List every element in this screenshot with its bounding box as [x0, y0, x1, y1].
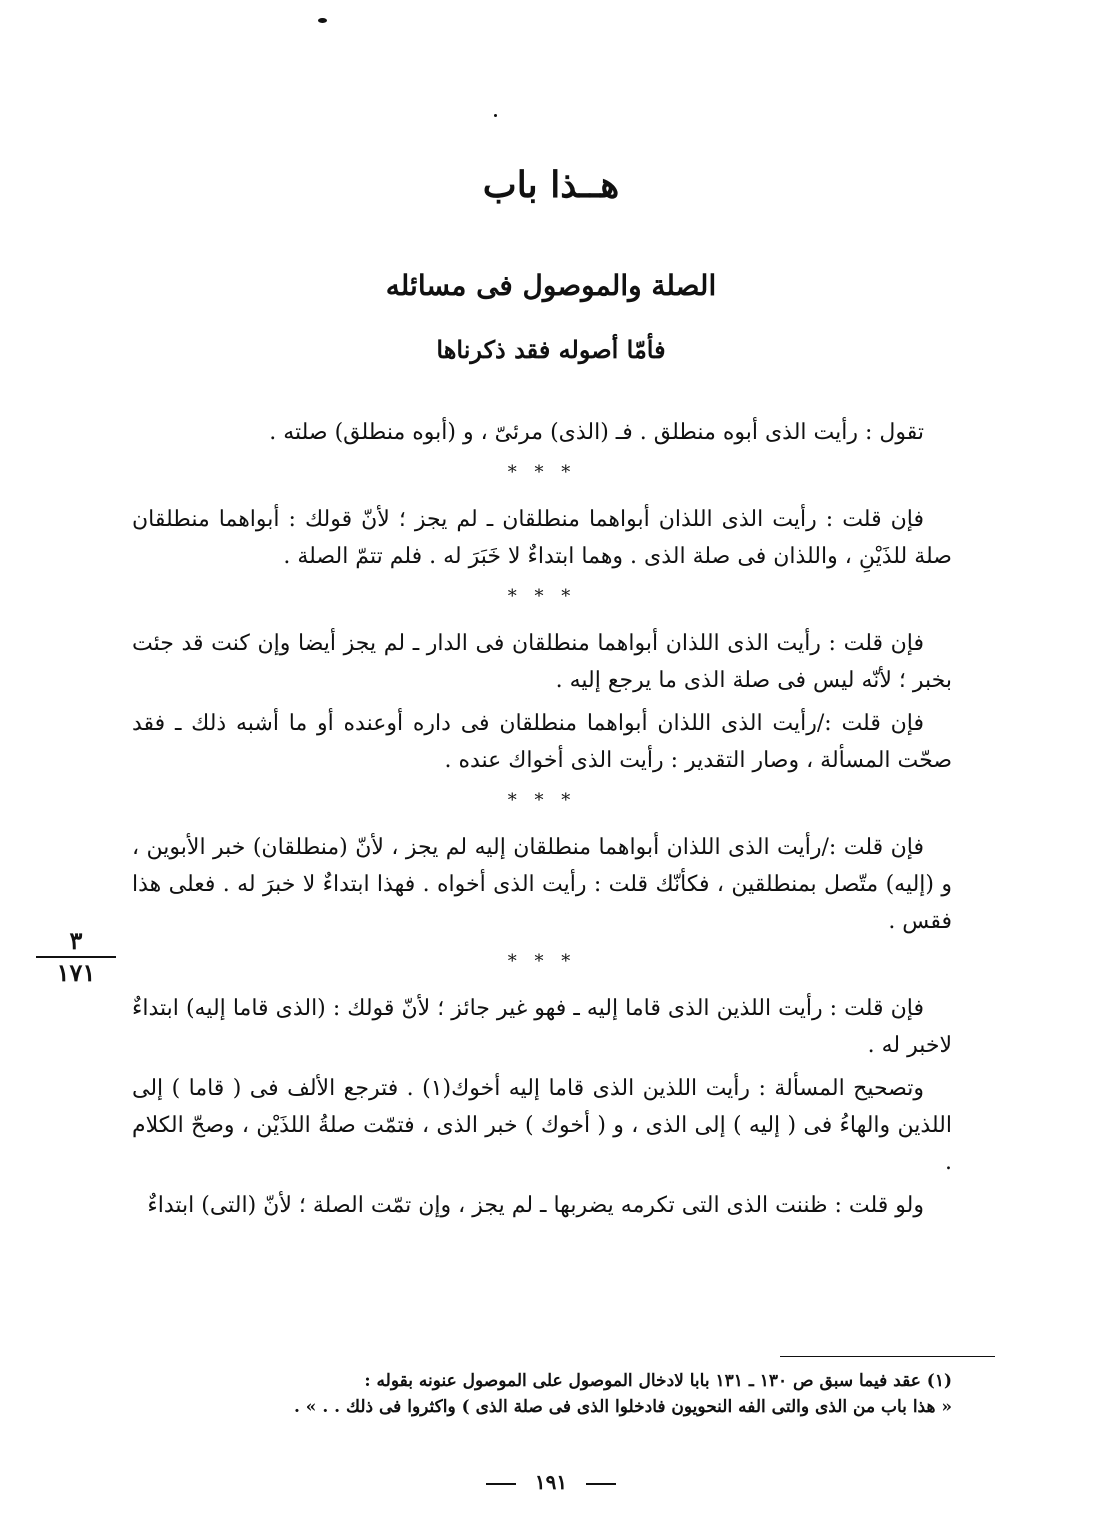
- scan-speck: [494, 114, 497, 117]
- footnote-rule: [780, 1356, 995, 1357]
- section-separator: * * *: [507, 951, 577, 972]
- page-number-dash: [586, 1483, 616, 1485]
- paragraph-2: فإن قلت : رأيت الذى اللذان أبواهما منطلقان ـ لم يجز ؛ لأنّ قولك : أبواهما منطلقان صلة للذَيْنِ ، واللذان فى صلة الذى . وهما ابتداءٌ لا خَبَرَ له . فلم تتمّ الصلة .: [132, 507, 952, 569]
- page-number: ١٩١: [534, 1470, 568, 1494]
- chapter-title: هــذا باب: [482, 164, 620, 206]
- main-text: [132, 414, 952, 1224]
- page-number-dash: [486, 1483, 516, 1485]
- footnote-line-2: « هذا باب من الذى والتى الفه النحويون فادخلوا الذى فى صلة الذى ) واكثروا فى ذلك . . » .: [293, 1397, 952, 1417]
- page-number-area: [0, 1470, 1102, 1494]
- scan-speck: [318, 18, 327, 23]
- paragraph-4: فإن قلت :/رأيت الذى اللذان أبواهما منطلقان فى داره أوعنده أو ما أشبه ذلك ـ فقد صحّت المسألة ، وصار التقدير : رأيت الذى أخواك عنده .: [132, 711, 952, 773]
- paragraph-3: فإن قلت : رأيت الذى اللذان أبواهما منطلقان فى الدار ـ لم يجز أيضا وإن كنت قد جئت بخبر ؛ لأنّه ليس فى صلة الذى ما يرجع إليه .: [132, 631, 952, 693]
- paragraph-8: ولو قلت : ظننت الذى التى تكرمه يضربها ـ لم يجز ، وإن تمّت الصلة ؛ لأنّ (التى) ابتداءٌ: [147, 1193, 924, 1218]
- footnote-line-1: (١) عقد فيما سبق ص ١٣٠ ـ ١٣١ بابا لادخال الموصول على الموصول عنونه بقوله :: [364, 1371, 952, 1391]
- paragraph-5: فإن قلت :/رأيت الذى اللذان أبواهما منطلقان إليه لم يجز ، لأنّ (منطلقان) خبر الأبوين ، و (إليه) متّصل بمنطلقين ، فكأنّك قلت : رأيت الذى أخواه . فهذا ابتداءٌ لا خبرَ له . فعلى هذا فقس .: [132, 835, 952, 934]
- margin-page-reference: [36, 928, 116, 986]
- chapter-subtitle-2: فأمّا أصوله فقد ذكرناها: [436, 335, 666, 364]
- footnote: [132, 1368, 952, 1420]
- paragraph-1: تقول : رأيت الذى أبوه منطلق . فـ (الذى) مرئىّ ، و (أبوه منطلق) صلته .: [269, 420, 924, 445]
- margin-ref-bottom: ١٧١: [56, 958, 96, 987]
- margin-ref-top: ٣: [69, 926, 83, 955]
- section-separator: * * *: [507, 790, 577, 811]
- chapter-subtitle: الصلة والموصول فى مسائله: [385, 269, 717, 302]
- paragraph-6: فإن قلت : رأيت اللذين الذى قاما إليه ـ فهو غير جائز ؛ لأنّ قولك : (الذى قاما إليه) ابتداءٌ لاخبر له .: [132, 996, 952, 1058]
- section-separator: * * *: [507, 586, 577, 607]
- paragraph-7: وتصحيح المسألة : رأيت اللذين الذى قاما إليه أخوك(١) . فترجع الألف فى ( قاما ) إلى اللذين والهاءُ فى ( إليه ) إلى الذى ، و ( أخوك ) خبر الذى ، فتمّت صلةُ اللذَيْن ، وصحّ الكلام .: [132, 1076, 952, 1175]
- section-separator: * * *: [507, 462, 577, 483]
